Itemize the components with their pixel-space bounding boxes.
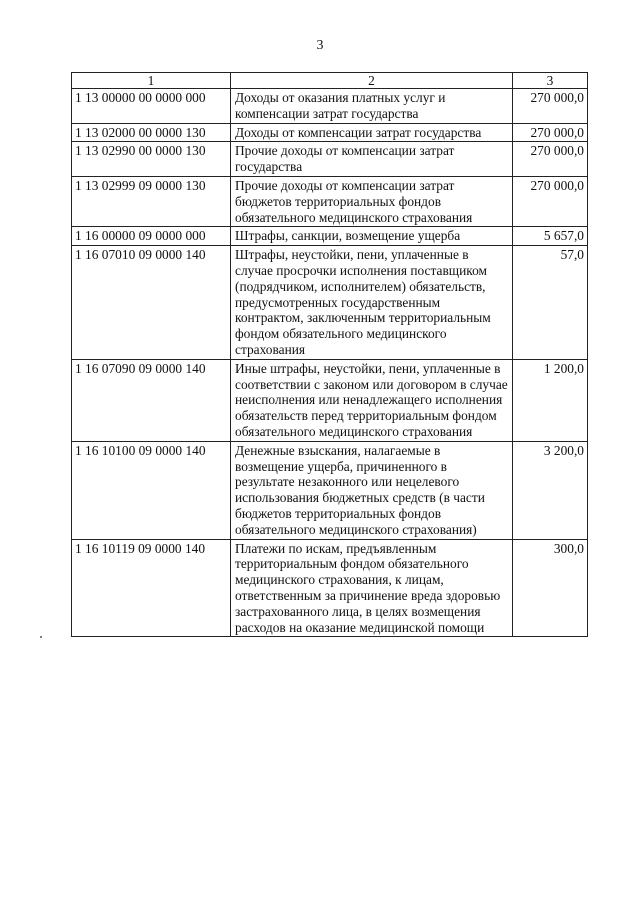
column-header-name: 2 bbox=[231, 73, 513, 89]
revenue-name: Доходы от компенсации затрат государства bbox=[231, 123, 513, 142]
revenue-amount: 270 000,0 bbox=[513, 89, 588, 124]
table-row bbox=[72, 123, 588, 142]
revenue-code: 1 13 02999 09 0000 130 bbox=[72, 176, 231, 226]
table-row bbox=[72, 176, 588, 226]
revenue-name: Прочие доходы от компенсации затрат государства bbox=[231, 142, 513, 177]
revenue-name: Доходы от оказания платных услуг и компенсации затрат государства bbox=[231, 89, 513, 124]
revenue-amount: 3 200,0 bbox=[513, 441, 588, 539]
revenue-amount: 300,0 bbox=[513, 539, 588, 637]
column-header-amount: 3 bbox=[513, 73, 588, 89]
table-row bbox=[72, 441, 588, 539]
table-row bbox=[72, 539, 588, 637]
revenue-code: 1 16 07010 09 0000 140 bbox=[72, 246, 231, 360]
scan-speck bbox=[40, 636, 42, 638]
revenue-code: 1 16 10119 09 0000 140 bbox=[72, 539, 231, 637]
revenue-code: 1 16 10100 09 0000 140 bbox=[72, 441, 231, 539]
revenue-name: Штрафы, санкции, возмещение ущерба bbox=[231, 227, 513, 246]
revenue-amount: 57,0 bbox=[513, 246, 588, 360]
revenue-code: 1 16 07090 09 0000 140 bbox=[72, 359, 231, 441]
revenue-amount: 5 657,0 bbox=[513, 227, 588, 246]
revenue-amount: 270 000,0 bbox=[513, 176, 588, 226]
revenue-name: Штрафы, неустойки, пени, уплаченные в случае просрочки исполнения поставщиком (подрядчиком, исполнителем) обязательств, предусмотренных государственным контрактом, заключенным территориальным фондом обязательного медицинского страхования bbox=[231, 246, 513, 360]
revenue-amount: 1 200,0 bbox=[513, 359, 588, 441]
revenue-code: 1 13 02000 00 0000 130 bbox=[72, 123, 231, 142]
revenue-amount: 270 000,0 bbox=[513, 123, 588, 142]
page-number: 3 bbox=[316, 38, 324, 53]
table-row bbox=[72, 227, 588, 246]
table-header-row bbox=[72, 73, 588, 89]
revenue-code: 1 13 02990 00 0000 130 bbox=[72, 142, 231, 177]
table-row bbox=[72, 89, 588, 124]
revenue-name: Иные штрафы, неустойки, пени, уплаченные в соответствии с законом или договором в случае неисполнения или ненадлежащего исполнения обязательств перед территориальным фондом обязательного медицинского страхования bbox=[231, 359, 513, 441]
revenue-name: Платежи по искам, предъявленным территориальным фондом обязательного медицинского страхования, к лицам, ответственным за причинение вреда здоровью застрахованного лица, в целях возмещения расходов на оказание медицинской помощи bbox=[231, 539, 513, 637]
table-row bbox=[72, 142, 588, 177]
table-row bbox=[72, 359, 588, 441]
budget-revenue-table bbox=[71, 72, 588, 637]
column-header-code: 1 bbox=[72, 73, 231, 89]
revenue-code: 1 16 00000 09 0000 000 bbox=[72, 227, 231, 246]
revenue-name: Прочие доходы от компенсации затрат бюджетов территориальных фондов обязательного медицинского страхования bbox=[231, 176, 513, 226]
revenue-code: 1 13 00000 00 0000 000 bbox=[72, 89, 231, 124]
revenue-amount: 270 000,0 bbox=[513, 142, 588, 177]
table-row bbox=[72, 246, 588, 360]
revenue-name: Денежные взыскания, налагаемые в возмещение ущерба, причиненного в результате незаконного или нецелевого использования бюджетных средств (в части бюджетов территориальных фондов обязательного медицинского страхования) bbox=[231, 441, 513, 539]
